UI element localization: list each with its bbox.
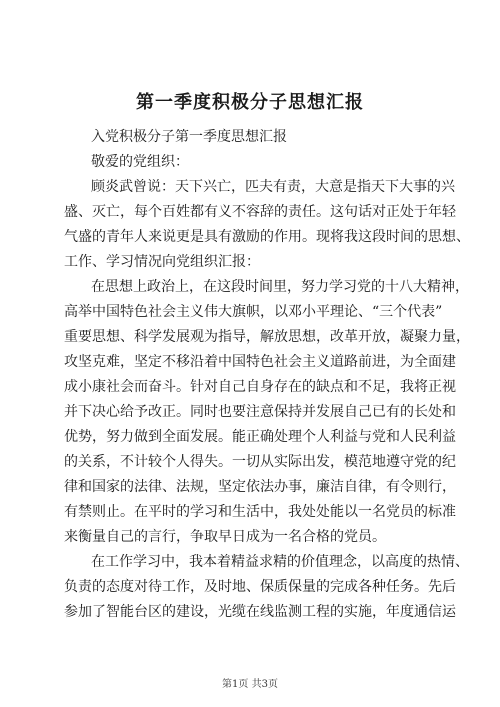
text-line: 成小康社会而奋斗。针对自己自身存在的缺点和不足，我将正视 [64,379,456,395]
text-line: 重要思想、科学发展观为指导，解放思想，改革开放，凝聚力量， [64,329,470,345]
document-title: 第一季度积极分子思想汇报 [136,92,364,113]
text-line: 优势，努力做到全面发展。能正确处理个人利益与党和人民利益 [64,429,456,445]
text-line: 在工作学习中，我本着精益求精的价值理念，以高度的热情、 [91,554,469,570]
text-line: 律和国家的法律、法规，坚定依法办事，廉洁自律，有令则行， [64,479,456,495]
text-line: 顾炎武曾说：天下兴亡，匹夫有责，大意是指天下大事的兴 [91,179,455,195]
text-line: 参加了智能台区的建设，光缆在线监测工程的实施，年度通信运 [64,604,456,620]
text-line: 负责的态度对待工作，及时地、保质保量的完成各种任务。先后 [64,579,456,595]
text-line: 在思想上政治上，在这段时间里，努力学习党的十八大精神， [91,279,469,295]
text-line: 入党积极分子第一季度思想汇报 [91,129,287,145]
text-line: 攻坚克难，坚定不移沿着中国特色社会主义道路前进，为全面建 [64,354,456,370]
text-line: 敬爱的党组织： [91,154,189,170]
text-line: 气盛的青年人来说更是具有激励的作用。现将我这段时间的思想、 [64,229,470,245]
page-footer: 第1页 共3页 [222,679,278,690]
text-line: 并下决心给予改正。同时也要注意保持并发展自己已有的长处和 [64,404,456,420]
text-line: 工作、学习情况向党组织汇报： [64,254,260,270]
text-line: 的关系，不计较个人得失。一切从实际出发，模范地遵守党的纪 [64,454,456,470]
text-line: 高举中国特色社会主义伟大旗帜，以邓小平理论、“三个代表” [64,304,443,320]
text-line: 盛、灭亡，每个百姓都有义不容辞的责任。这句话对正处于年轻 [64,204,456,220]
text-line: 来衡量自己的言行，争取早日成为一名合格的党员。 [64,529,386,545]
text-line: 有禁则止。在平时的学习和生活中，我处处能以一名党员的标准 [64,504,456,520]
